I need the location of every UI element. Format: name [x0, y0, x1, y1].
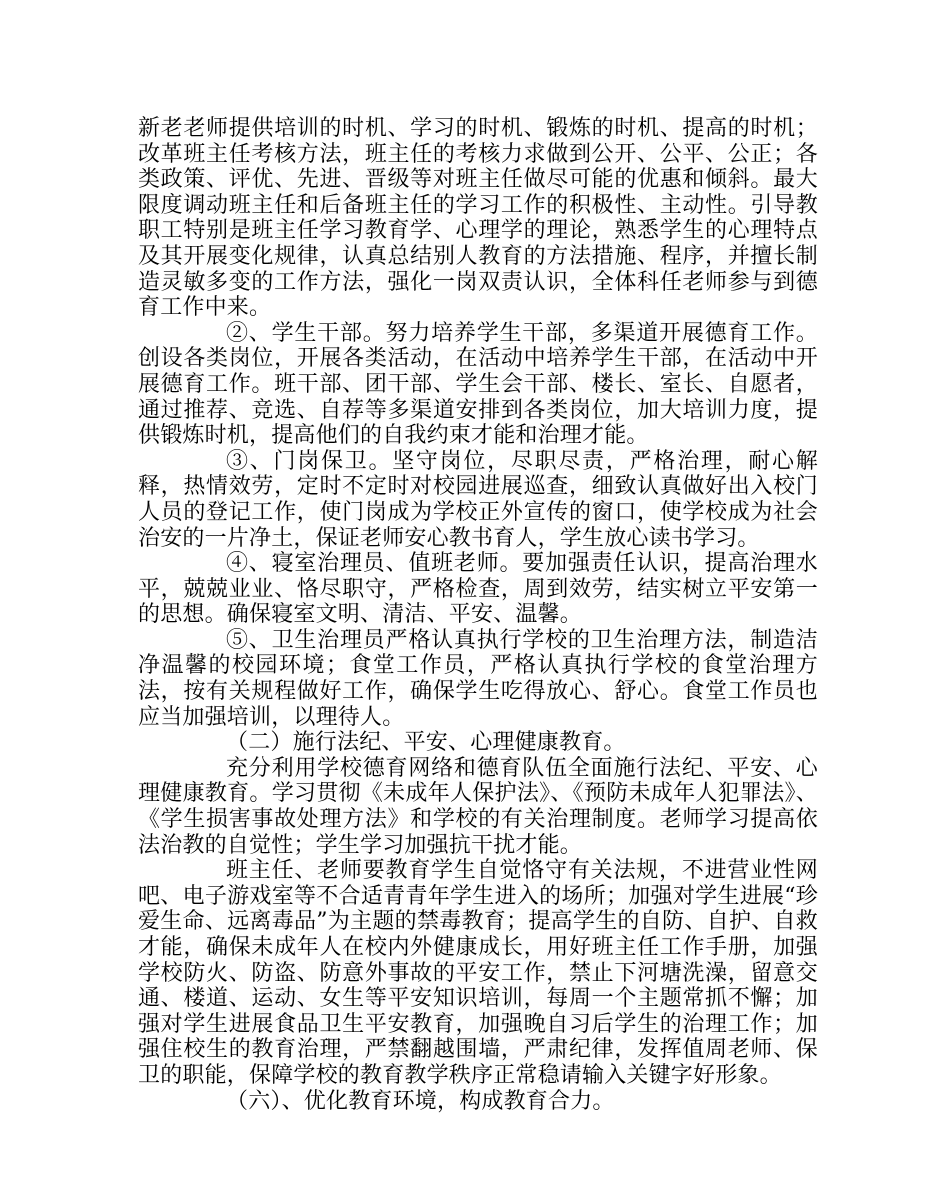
section-heading-law-safety: （二）施行法纪、平安、心理健康教育。	[226, 730, 626, 756]
document-page	[138, 116, 818, 1114]
paragraph-law-education: 充分利用学校德育网络和德育队伍全面施行法纪、平安、心理健康教育。学习贯彻《未成年人保护法》、《预防未成年人犯罪法》、《学生损害事故处理方法》和学校的有关治理制度。老师学习提高依法治教的自觉性；学生学习加强抗干扰才能。	[138, 755, 818, 858]
paragraph-safety-measures: 班主任、老师要教育学生自觉恪守有关法规，不进营业性网吧、电子游戏室等不合适青青年学生进入的场所；加强对学生进展“珍爱生命、远离毒品”为主题的禁毒教育；提高学生的自防、自护、自救才能，确保未成年人在校内外健康成长，用好班主任工作手册，加强学校防火、防盗、防意外事故的平安工作，禁止下河塘洗澡，留意交通、楼道、运动、女生等平安知识培训，每周一个主题常抓不懈；加强对学生进展食品卫生平安教育，加强晚自习后学生的治理工作；加强住校生的教育治理，严禁翻越围墙，严肃纪律，发挥值周老师、保卫的职能，保障学校的教育教学秩序正常稳请输入关键字好形象。	[138, 858, 818, 1088]
paragraph-gate-security: ③、门岗保卫。坚守岗位，尽职尽责，严格治理，耐心解释，热情效劳，定时不定时对校园进展巡查，细致认真做好出入校门人员的登记工作，使门岗成为学校正外宣传的窗口，使学校成为社会治安的一片净土，保证老师安心教书育人，学生放心读书学习。	[138, 448, 818, 551]
section-heading-environment: （六）、优化教育环境，构成教育合力。	[226, 1088, 615, 1114]
paragraph-dorm-management: ④、寝室治理员、值班老师。要加强责任认识，提高治理水平，兢兢业业、恪尽职守，严格检查，周到效劳，结实树立平安第一的思想。确保寝室文明、清洁、平安、温馨。	[138, 551, 818, 628]
paragraph-hygiene-canteen: ⑤、卫生治理员严格认真执行学校的卫生治理方法，制造洁净温馨的校园环境；食堂工作员，严格认真执行学校的食堂治理方法，按有关规程做好工作，确保学生吃得放心、舒心。食堂工作员也应当加强培训，以理待人。	[138, 627, 818, 730]
paragraph-teacher-training: 新老老师提供培训的时机、学习的时机、锻炼的时机、提高的时机；改革班主任考核方法，班主任的考核力求做到公开、公平、公正；各类政策、评优、先进、晋级等对班主任做尽可能的优惠和倾斜。最大限度调动班主任和后备班主任的学习工作的积极性、主动性。引导教职工特别是班主任学习教育学、心理学的理论，熟悉学生的心理特点及其开展变化规律，认真总结别人教育的方法措施、程序，并擅长制造灵敏多变的工作方法，强化一岗双责认识，全体科任老师参与到德育工作中来。	[138, 116, 818, 321]
paragraph-student-cadres: ②、学生干部。努力培养学生干部，多渠道开展德育工作。创设各类岗位，开展各类活动，在活动中培养学生干部，在活动中开展德育工作。班干部、团干部、学生会干部、楼长、室长、自愿者，通过推荐、竞选、自荐等多渠道安排到各类岗位，加大培训力度，提供锻炼时机，提高他们的自我约束才能和治理才能。	[138, 320, 818, 449]
